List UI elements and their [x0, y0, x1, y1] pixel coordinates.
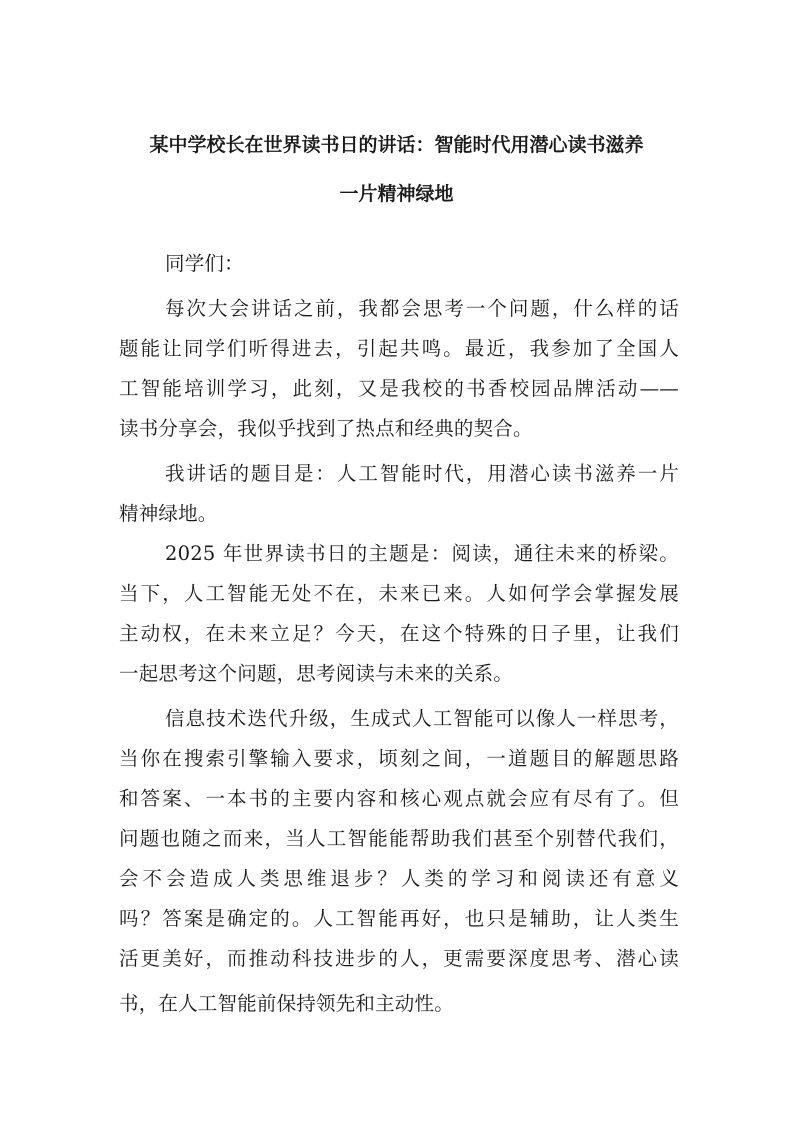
paragraph-2-line-2: 精神绿地。 [119, 502, 218, 525]
paragraph-4-line-4: 问题也随之而来，当人工智能能帮助我们甚至个别替代我们， [119, 827, 679, 850]
paragraph-1-line-1: 每次大会讲话之前，我都会思考一个问题，什么样的话 [165, 297, 679, 320]
paragraph-2-line-1: 我讲话的题目是：人工智能时代，用潜心读书滋养一片 [165, 462, 679, 485]
paragraph-1-line-3: 工智能培训学习，此刻，又是我校的书香校园品牌活动—— [119, 377, 679, 400]
paragraph-4-line-6: 吗？答案是确定的。人工智能再好，也只是辅助，让人类生 [119, 907, 679, 930]
paragraph-4-line-2: 当你在搜索引擎输入要求，顷刻之间，一道题目的解题思路 [119, 747, 679, 770]
paragraph-4-line-8: 书，在人工智能前保持领先和主动性。 [119, 992, 454, 1015]
paragraph-4-line-3: 和答案、一本书的主要内容和核心观点就会应有尽有了。但 [119, 787, 679, 810]
salutation: 同学们： [165, 252, 244, 275]
paragraph-1-line-2: 题能让同学们听得进去，引起共鸣。最近，我参加了全国人 [119, 337, 679, 360]
paragraph-3-line-2: 当下，人工智能无处不在，未来已来。人如何学会掌握发展 [119, 582, 679, 605]
document-title-line-1: 某中学校长在世界读书日的讲话：智能时代用潜心读书滋养 [149, 134, 644, 156]
paragraph-1-line-4: 读书分享会，我似乎找到了热点和经典的契合。 [119, 417, 533, 440]
paragraph-4-line-5: 会不会造成人类思维退步？人类的学习和阅读还有意义 [119, 867, 679, 890]
paragraph-4-line-1: 信息技术迭代升级，生成式人工智能可以像人一样思考， [165, 707, 679, 730]
paragraph-4-line-7: 活更美好，而推动科技进步的人，更需要深度思考、潜心读 [119, 947, 679, 970]
paragraph-3-line-1: 2025 年世界读书日的主题是：阅读，通往未来的桥梁。 [165, 542, 679, 565]
document-title-line-2: 一片精神绿地 [339, 183, 454, 205]
paragraph-3-line-3: 主动权，在未来立足？今天，在这个特殊的日子里，让我们 [119, 622, 679, 645]
paragraph-3-line-4: 一起思考这个问题，思考阅读与未来的关系。 [119, 662, 514, 685]
